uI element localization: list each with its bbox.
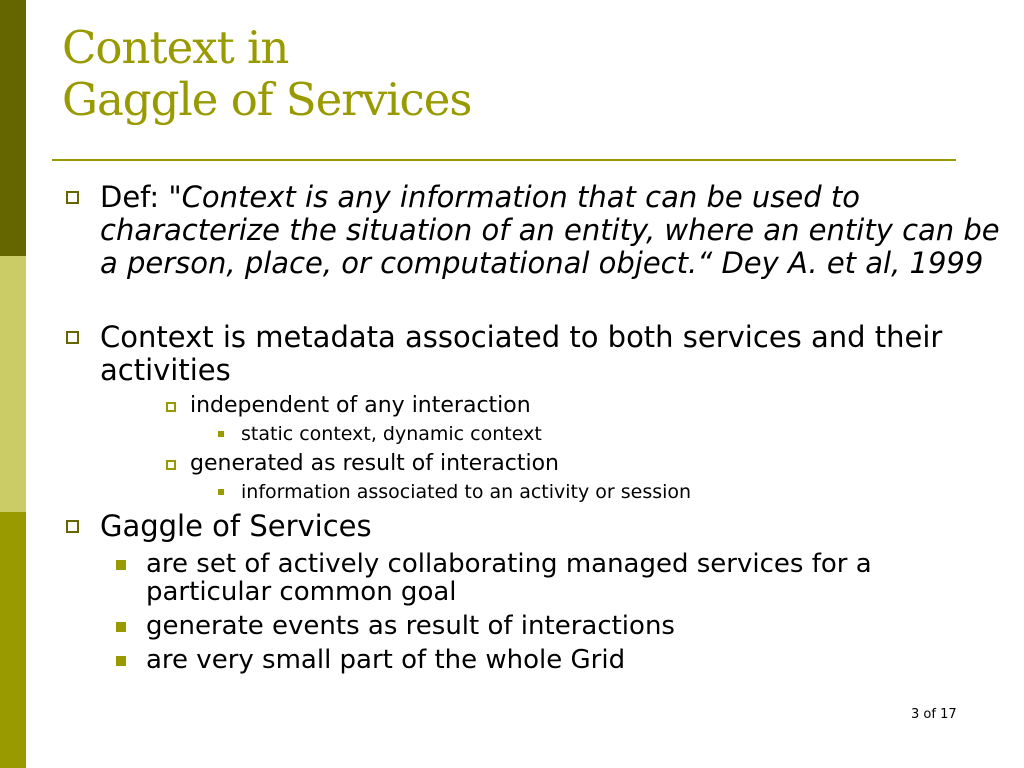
generated-text: generated as result of interaction <box>190 451 559 476</box>
filled-square-bullet-icon <box>116 622 126 632</box>
title-line-1: Context in <box>62 21 289 74</box>
bullet-definition <box>100 181 1000 280</box>
static-dynamic-text: static context, dynamic context <box>241 423 542 445</box>
title-line-2: Gaggle of Services <box>62 73 472 126</box>
events-text: generate events as result of interactions <box>146 611 675 641</box>
filled-square-bullet-icon <box>218 431 224 437</box>
bullet-gaggle <box>100 510 1000 543</box>
gaggle-text: Gaggle of Services <box>100 509 372 543</box>
sub-sub-bullet-static-dynamic <box>241 423 542 445</box>
sub-bullet-generated <box>190 451 559 477</box>
hollow-square-bullet-icon <box>66 191 79 204</box>
filled-square-bullet-icon <box>116 656 126 666</box>
small-hollow-square-bullet-icon <box>166 402 176 412</box>
hollow-square-bullet-icon <box>66 520 79 533</box>
independent-text: independent of any interaction <box>190 393 531 418</box>
page-number: 3 of 17 <box>911 707 957 722</box>
filled-square-bullet-icon <box>116 560 126 570</box>
info-assoc-text: information associated to an activity or session <box>241 481 692 503</box>
sub-bullet-events <box>146 612 966 640</box>
hollow-square-bullet-icon <box>66 331 79 344</box>
sub-bullet-collaborating <box>146 550 966 606</box>
sub-bullet-independent <box>190 393 531 419</box>
definition-quote: "Context is any information that can be used to characterize the situation of an entity, where an entity can be a person, place, or computational object.“ Dey A. et al, 1999 <box>100 180 1000 280</box>
sub-bullet-grid <box>146 646 966 674</box>
definition-prefix: Def: <box>100 180 169 214</box>
metadata-text: Context is metadata associated to both services and their activities <box>100 320 943 387</box>
grid-text: are very small part of the whole Grid <box>146 645 626 675</box>
sub-sub-bullet-info-assoc <box>241 481 691 503</box>
small-hollow-square-bullet-icon <box>166 460 176 470</box>
filled-square-bullet-icon <box>218 489 224 495</box>
collaborating-text: are set of actively collaborating managed services for a particular common goal <box>146 549 872 607</box>
bullet-metadata <box>100 321 1000 387</box>
